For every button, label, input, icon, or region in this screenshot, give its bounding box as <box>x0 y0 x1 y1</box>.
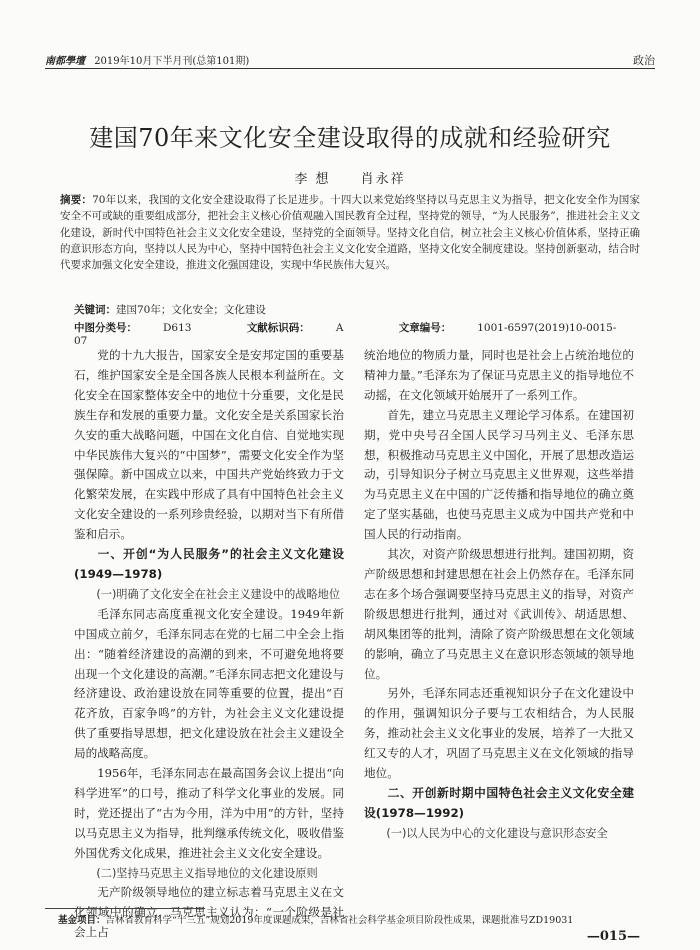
journal-header-left <box>45 52 249 67</box>
body-paragraph: 另外，毛泽东同志还重视知识分子在文化建设中的作用，强调知识分子要与工农相结合，为人民服务，推动社会主义文化事业的发展，培养了一大批又红又专的人才，巩固了马克思主义在文化领域的指导地位。 <box>364 686 634 781</box>
section-heading: 二、开创新时期中国特色社会主义文化安全建设(1978—1992) <box>364 785 634 820</box>
body-paragraph: 其次，对资产阶级思想进行批判。建国初期，资产阶级思想和封建思想在社会上仍然存在。毛泽东同志在多个场合强调要坚持马克思主义的指导，对资产阶级思想进行批判，通过对《武训传》、胡适思想、胡风集团等的批判，清除了资产阶级思想在文化领域的影响，确立了马克思主义在意识形态领域的领导地位。 <box>364 547 634 681</box>
article-title: 建国70年来文化安全建设取得的成就和经验研究 <box>89 124 611 152</box>
author-name: 肖永祥 <box>360 172 406 187</box>
abstract-label: 摘要： <box>60 194 93 206</box>
author-line <box>0 168 700 187</box>
clc-label: 中图分类号： <box>74 322 137 334</box>
clc-value: D613 <box>163 322 192 334</box>
subsection-heading: (一)以人民为中心的文化建设与意识形态安全 <box>386 826 608 840</box>
body-paragraph: 毛泽东同志高度重视文化安全建设。1949年新中国成立前夕，毛泽东同志在党的七届二中全会上指出：“随着经济建设的高潮的到来，不可避免地将要出现一个文化建设的高潮。”毛泽东同志把文化建设与经济建设、政治建设放在同等重要的位置，提出“百花齐放，百家争鸣”的方针，为社会主义文化建设提供了重要指导思想，把文化建设放在社会主义建设全局的战略高度。 <box>74 606 344 761</box>
journal-logo: 南都學壇 <box>45 56 85 67</box>
footnote-label: 基金项目： <box>58 915 106 926</box>
subsection-heading: (二)坚持马克思主义指导地位的文化建设原则 <box>96 866 318 880</box>
footnote-text: 吉林省教育科学“十三五”规划2019年度课题成果，吉林省社会科学基金项目阶段性成果，课题批准号ZD19031 <box>105 915 574 926</box>
issue-info: 2019年10月下半月刊(总第101期) <box>94 56 250 67</box>
body-paragraph: 无产阶级领导地位的建立标志着马克思主义在文化领域中的确立，马克思主义认为：“一个阶级是社会上占 <box>74 885 344 940</box>
keywords-text: 建国70年；文化安全；文化建设 <box>116 304 266 316</box>
article-number-label: 文章编号： <box>398 322 452 334</box>
running-header <box>45 50 655 69</box>
classification-line <box>74 320 640 347</box>
doc-code-value: A <box>335 322 344 334</box>
body-paragraph: 统治地位的物质力量，同时也是社会上占统治地位的精神力量。”毛泽东为了保证马克思主义的指导地位不动摇，在文化领域开始展开了一系列工作。 <box>364 348 634 402</box>
footnote-divider <box>45 908 205 909</box>
subsection-heading: (一)明确了文化安全在社会主义建设中的战略地位 <box>96 587 341 601</box>
page-number: —015— <box>586 929 640 944</box>
article-number-value: 1001-6597(2019)10-0015-07 <box>74 322 617 347</box>
footnote <box>58 912 655 926</box>
body-paragraph: 党的十九大报告，国家安全是安邦定国的重要基石，维护国家安全是全国各族人民根本利益所在。文化安全在国家整体安全中的地位十分重要，文化是民族生存和发展的重要力量。文化安全是关系国家长治久安的重大战略问题，中国在文化自信、自觉地实现中华民族伟大复兴的“中国梦”，需要文化安全作为坚强保障。新中国成立以来，中国共产党始终致力于文化繁荣发展，在实践中形成了具有中国特色社会主义文化安全建设的一系列珍贵经验，以期对当下有所借鉴和启示。 <box>74 348 344 542</box>
body-paragraph: 1956年，毛泽东同志在最高国务会议上提出“向科学进军”的口号，推动了科学文化事业的发展。同时，党还提出了“古为今用，洋为中用”的方针，坚持以马克思主义为指导，批判继承传统文化，吸收借鉴外国优秀文化成果，推进社会主义文化安全建设。 <box>74 766 344 860</box>
author-name: 李 想 <box>294 172 331 187</box>
doc-code-label: 文献标识码： <box>246 322 310 334</box>
left-column <box>74 346 344 943</box>
abstract-text: 70年以来，我国的文化安全建设取得了长足进步。十四大以来党始终坚持以马克思主义为指导，把文化安全作为国家安全不可或缺的重要组成部分，把社会主义核心价值观融入国民教育全过程，坚持党的领导，“为人民服务”，推进社会主义文化建设，新时代中国特色社会主义文化安全建设，坚持党的全面领导。坚持文化自信，树立社会主义核心价值体系，坚持正确的意识形态方向，坚持以人民为中心，坚持中国特色社会主义文化安全道路，坚持文化安全制度建设。坚持创新驱动，结合时代要求加强文化安全建设，推进文化强国建设，实现中华民族伟大复兴。 <box>60 194 641 272</box>
section-label: 政治 <box>633 54 655 67</box>
abstract <box>60 192 640 273</box>
body-paragraph: 首先，建立马克思主义理论学习体系。在建国初期，党中央号召全国人民学习马列主义、毛泽东思想，积极推动马克思主义中国化，开展了思想改造运动，引导知识分子树立马克思主义世界观，这些举措为马克思主义在中国的广泛传播和指导地位的确立奠定了坚实基础，也使马克思主义成为中国共产党和中国人民的行动指南。 <box>364 407 634 542</box>
right-column <box>364 346 634 844</box>
section-heading: 一、开创“为人民服务”的社会主义文化建设(1949—1978) <box>74 547 344 581</box>
keywords <box>74 302 640 317</box>
keywords-label: 关键词： <box>74 304 116 316</box>
